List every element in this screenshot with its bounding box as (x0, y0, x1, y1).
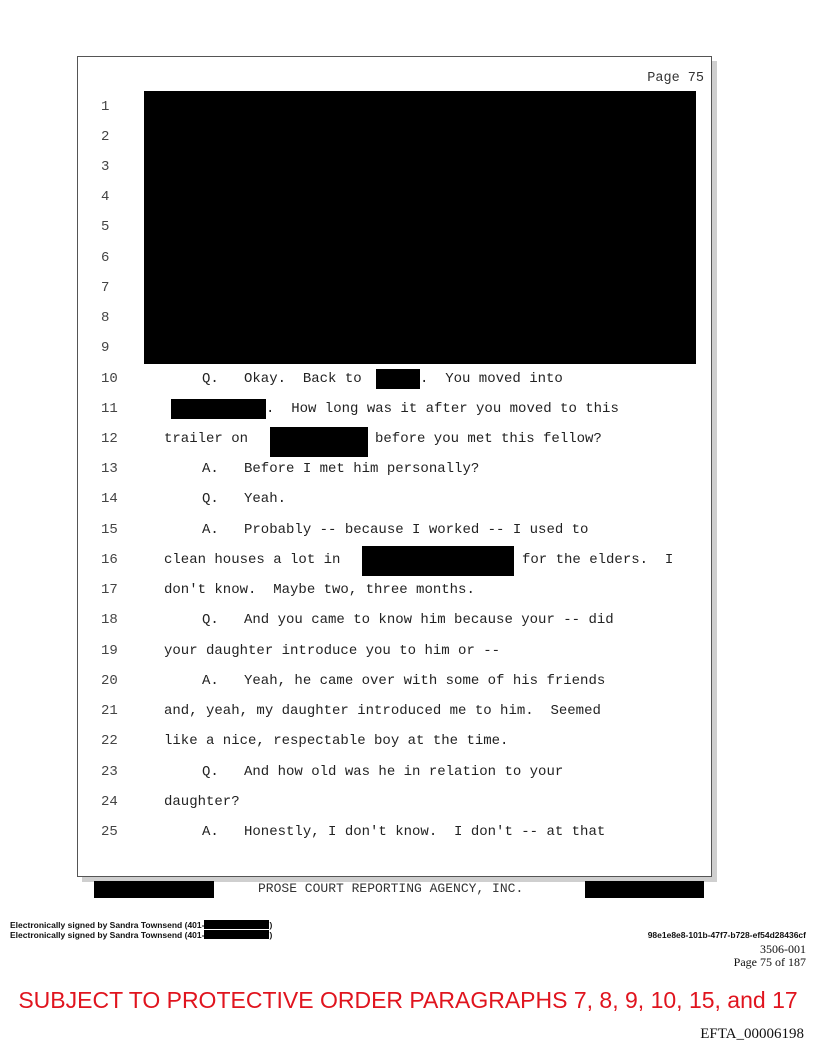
line-number: 2 (101, 129, 110, 145)
line-number: 9 (101, 340, 110, 356)
transcript-line: Q. Yeah. (202, 491, 287, 507)
agency-name: PROSE COURT REPORTING AGENCY, INC. (258, 881, 524, 896)
bates-number: EFTA_00006198 (700, 1026, 804, 1042)
transcript-line: Q. Okay. Back to (202, 371, 362, 387)
transcript-line: A. Probably -- because I worked -- I used to (202, 522, 589, 538)
signature-line (10, 930, 272, 940)
transcript-line: daughter? (164, 794, 240, 810)
signature-line (10, 920, 272, 930)
redaction-box (585, 881, 704, 898)
transcript-line: Q. And you came to know him because your -- did (202, 612, 614, 628)
transcript-line: trailer on (164, 431, 249, 447)
redaction-box (270, 427, 368, 457)
line-number: 4 (101, 189, 110, 205)
redaction-block (144, 91, 696, 364)
line-number: 21 (101, 703, 118, 719)
line-number: 10 (101, 371, 118, 387)
line-number: 8 (101, 310, 110, 326)
line-number: 12 (101, 431, 118, 447)
line-number: 15 (101, 522, 118, 538)
line-number: 23 (101, 764, 118, 780)
transcript-line: A. Honestly, I don't know. I don't -- at that (202, 824, 606, 840)
signature-text: Electronically signed by Sandra Townsend (401- (10, 920, 205, 930)
transcript-line: clean houses a lot in (164, 552, 341, 568)
page-number-label: Page 75 (647, 71, 704, 86)
transcript-line: . How long was it after you moved to this (266, 401, 619, 417)
redaction-box (376, 369, 420, 389)
line-number: 11 (101, 401, 118, 417)
transcript-line: . You moved into (420, 371, 563, 387)
line-number: 17 (101, 582, 118, 598)
line-number: 25 (101, 824, 118, 840)
protective-order-notice: SUBJECT TO PROTECTIVE ORDER PARAGRAPHS 7, 8, 9, 10, 15, and 17 (18, 987, 798, 1013)
signature-close: ) (269, 920, 273, 930)
line-number: 16 (101, 552, 118, 568)
transcript-line: A. Yeah, he came over with some of his friends (202, 673, 606, 689)
redaction-box (94, 881, 214, 898)
signature-text: Electronically signed by Sandra Townsend (401- (10, 930, 205, 940)
transcript-line: don't know. Maybe two, three months. (164, 582, 475, 598)
transcript-line: your daughter introduce you to him or -- (164, 643, 501, 659)
line-number: 24 (101, 794, 118, 810)
redaction-box (204, 920, 269, 929)
transcript-line: like a nice, respectable boy at the time. (164, 733, 509, 749)
line-number: 6 (101, 250, 110, 266)
redaction-box (362, 546, 514, 576)
line-number: 14 (101, 491, 118, 507)
page-of-total: Page 75 of 187 (733, 955, 806, 969)
signature-hash: 98e1e8e8-101b-47f7-b728-ef54d28436cf (647, 930, 806, 940)
document-number: 3506-001 (760, 942, 806, 956)
redaction-box (171, 399, 266, 419)
line-number: 22 (101, 733, 118, 749)
signature-close: ) (269, 930, 273, 940)
line-number: 7 (101, 280, 110, 296)
redaction-box (204, 930, 269, 939)
transcript-line: A. Before I met him personally? (202, 461, 480, 477)
transcript-line: before you met this fellow? (375, 431, 602, 447)
line-number: 19 (101, 643, 118, 659)
line-number: 1 (101, 99, 110, 115)
transcript-line: Q. And how old was he in relation to your (202, 764, 564, 780)
line-number: 3 (101, 159, 110, 175)
line-number: 20 (101, 673, 118, 689)
line-number: 5 (101, 219, 110, 235)
transcript-line: for the elders. I (522, 552, 674, 568)
line-number: 18 (101, 612, 118, 628)
line-number: 13 (101, 461, 118, 477)
transcript-line: and, yeah, my daughter introduced me to him. Seemed (164, 703, 601, 719)
